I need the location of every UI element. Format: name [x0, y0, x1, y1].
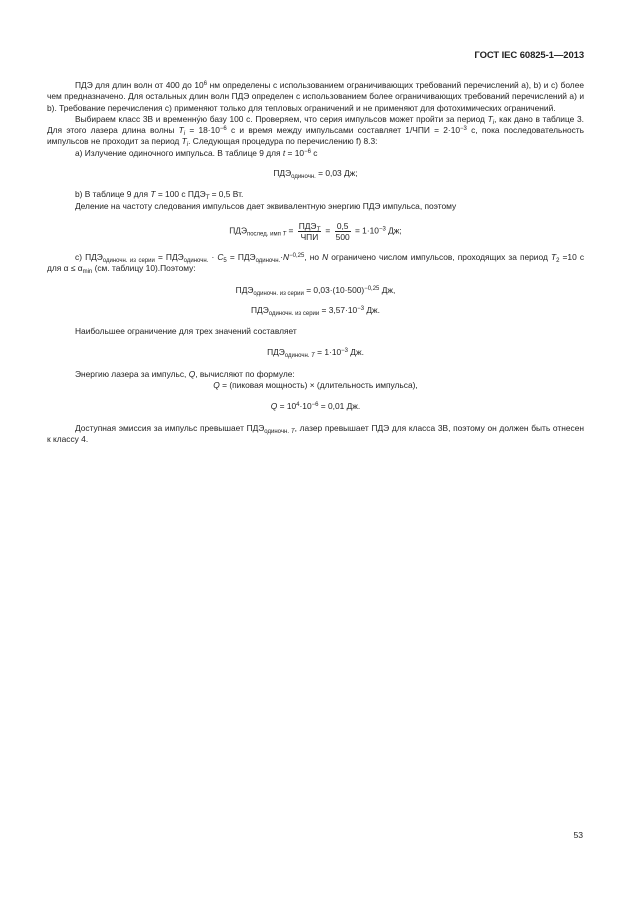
paragraph-laser-energy: Энергию лазера за импульс, Q, вычисляют по формуле:	[75, 368, 295, 379]
paragraph-series-pulse: с) $ПДЭ_{одиночн. из серии} = ПДЭ_{одиночн.} \cdot C_5 = ПДЭ_{одиночн.}\cdot N^{-0,25}$, но N ограничено числом импульсов, проходящих за период $T_2 =10$ с для $\alpha \le \alpha_{min}$ (см. таблицу 10).Поэтому:	[47, 251, 585, 276]
paragraph-frequency-division: Деление на частоту следования импульсов дает эквивалентную энергию ПДЭ импульса, поэтому	[75, 200, 457, 211]
formula-series-1: $ПДЭ_{одиночн. из серии} = 0,03\cdot(10\cdot 500)^{-0,25}$ Дж,	[235, 284, 396, 297]
paragraph-max-limit: Наибольшее ограничение для трех значений составляет	[75, 326, 297, 337]
formula-series-2: $ПДЭ_{одиночн. из серии} = 3,57\cdot 10^{-3}$ Дж.	[251, 304, 380, 317]
formula-q-value: $Q = 10^4\cdot 10^{-6} = 0,01$ Дж.	[270, 401, 361, 412]
formula-single-pulse: $ПДЭ_{одиночн.} = 0,03$ Дж;	[273, 168, 358, 181]
document-header: ГОСТ IEC 60825-1—2013	[474, 50, 584, 61]
fraction-pde-over-prf: $\frac{ПДЭ_T}{\text{ЧПИ}}$	[298, 220, 321, 242]
page-body	[47, 80, 584, 445]
paragraph-table9-t100: b) В таблице 9 для T = 100 с $ПДЭ_T = 0,5$ Вт.	[75, 189, 244, 202]
page-number: 53	[573, 830, 583, 840]
paragraph-wavelength-limits: ПДЭ для длин волн от 400 до $10^6$ нм определены с использованием ограничивающих требований перечислений а), b) и с) более чем предназначено. Для остальных длин волн ПДЭ определен с использованием более ограничивающих требований перечислений а) и b). Требование перечисления с) применяют только для тепловых ограничений и не применяют для фотохимических ограничений.	[47, 80, 585, 113]
formula-q-definition: Q = (пиковая мощность) × (длительность импульса),	[213, 380, 418, 391]
formula-sequence-pulse: $ПДЭ_{послед. имп T}$ = $\frac{ПДЭ_T}{\text{ЧПИ}}$ = $\frac{0,5}{500}$ = $1\cdot 10^{-3}$ Дж;	[229, 220, 402, 242]
paragraph-single-pulse: а) Излучение одиночного импульса. В таблице 9 для $t = 10^{-6}$ с	[75, 147, 318, 158]
formula-max-limit: $ПДЭ_{одиночн. T} = 1\cdot 10^{-3}$ Дж.	[267, 347, 364, 360]
paragraph-conclusion: Доступная эмиссия за импульс превышает $ПДЭ_{одиночн. T}$, лазер превышает ПДЭ для класса 3В, поэтому он должен быть отнесен к классу 4.	[47, 422, 584, 444]
fraction-05-over-500: $\frac{0,5}{500}$	[335, 220, 350, 242]
paragraph-class-choice: Выбираем класс 3В и временну́ю базу 100 с. Проверяем, что серия импульсов может пройти за период $T_i$, как дано в таблице 3. Для этого лазера длина волны $T_i = 18\cdot 10^{-6}$ с и время между импульсами составляет $1/ЧПИ = 2\cdot 10^{-3}$ с, пока последовательность импульсов не проходит за период $T_i$. Следующая процедура по перечислению f) 8.3:	[47, 113, 584, 149]
